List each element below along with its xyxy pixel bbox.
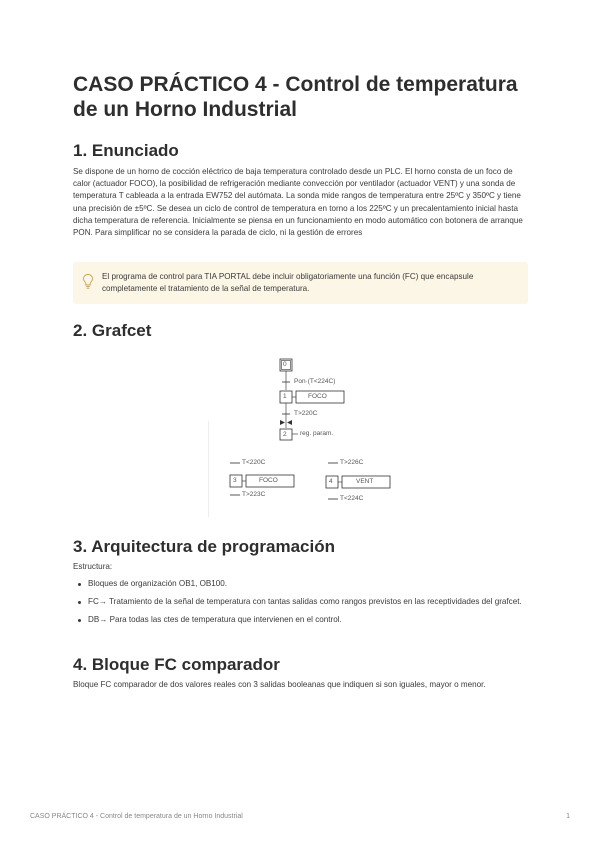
section-heading-bloque-fc: 4. Bloque FC comparador [73, 655, 280, 674]
grafcet-action-4-label: VENT [356, 478, 374, 485]
footer-text: CASO PRÁCTICO 4 - Control de temperatura de un Horno Industrial [30, 813, 243, 820]
section-heading-grafcet: 2. Grafcet [73, 321, 152, 340]
list-item: Bloques de organización OB1, OB100. [73, 578, 528, 590]
list-item: FC→ Tratamiento de la señal de temperatura con tantas salidas como rangos previstos en las receptividades del grafcet. [73, 596, 528, 608]
grafcet-step-3-label: 3 [233, 477, 237, 484]
callout-text: El programa de control para TIA PORTAL debe incluir obligatoriamente una función (FC) que encapsule completamente el tratamiento de la señal de temperatura. [102, 272, 474, 294]
grafcet-action-2-label: reg. param. [300, 430, 334, 437]
grafcet-transition-0-label: Pon·(T<224C) [294, 378, 336, 385]
grafcet-transition-5-label: T>223C [242, 491, 266, 498]
page-title: CASO PRÁCTICO 4 - Control de temperatura de un Horno Industrial [73, 73, 518, 121]
grafcet-transition-4-label: T>226C [340, 459, 364, 466]
arquitectura-list [73, 578, 528, 633]
enunciado-paragraph: Se dispone de un horno de cocción eléctrico de baja temperatura controlado desde un PLC. El horno consta de un foco de calor (actuador FOCO), la posibilidad de refrigeración mediante convección por ventilador (actuador VENT) y una sonda de temperatura T cableada a la entrada EW752 del autómata. La sonda mide rangos de temperatura entre 25ºC y 350ºC y tiene una precisión de ±5ºC. Se desea un ciclo de control de temperatura en torno a los 225ºC y un precalentamiento inicial hasta dicha temperatura de referencia. Inicialmente se piensa en un funcionamiento en modo automático con botonera de arranque PON. Para simplificar no se considera la parada de ciclo, ni la gestión de errores [73, 167, 523, 238]
footer-page-number: 1 [566, 813, 570, 820]
callout-box [73, 262, 528, 304]
grafcet-transition-1-label: T>220C [294, 410, 318, 417]
grafcet-diagram [208, 353, 400, 519]
arquitectura-intro: Estructura: [73, 562, 113, 571]
list-item: DB→ Para todas las ctes de temperatura que intervienen en el control. [73, 614, 528, 626]
section-heading-arquitectura: 3. Arquitectura de programación [73, 537, 335, 556]
grafcet-step-0-label: 0 [283, 361, 287, 368]
bloque-fc-paragraph: Bloque FC comparador de dos valores reales con 3 salidas booleanas que indiquen si son iguales, mayor o menor. [73, 680, 486, 689]
lightbulb-icon [82, 273, 94, 291]
grafcet-step-2-label: 2 [283, 431, 287, 438]
grafcet-action-1-label: FOCO [308, 393, 327, 400]
section-heading-enunciado: 1. Enunciado [73, 141, 179, 160]
grafcet-action-3-label: FOCO [259, 477, 278, 484]
grafcet-step-1-label: 1 [283, 393, 287, 400]
grafcet-transition-3-label: T<220C [242, 459, 266, 466]
grafcet-transition-6-label: T<224C [340, 495, 364, 502]
grafcet-step-4-label: 4 [329, 478, 333, 485]
